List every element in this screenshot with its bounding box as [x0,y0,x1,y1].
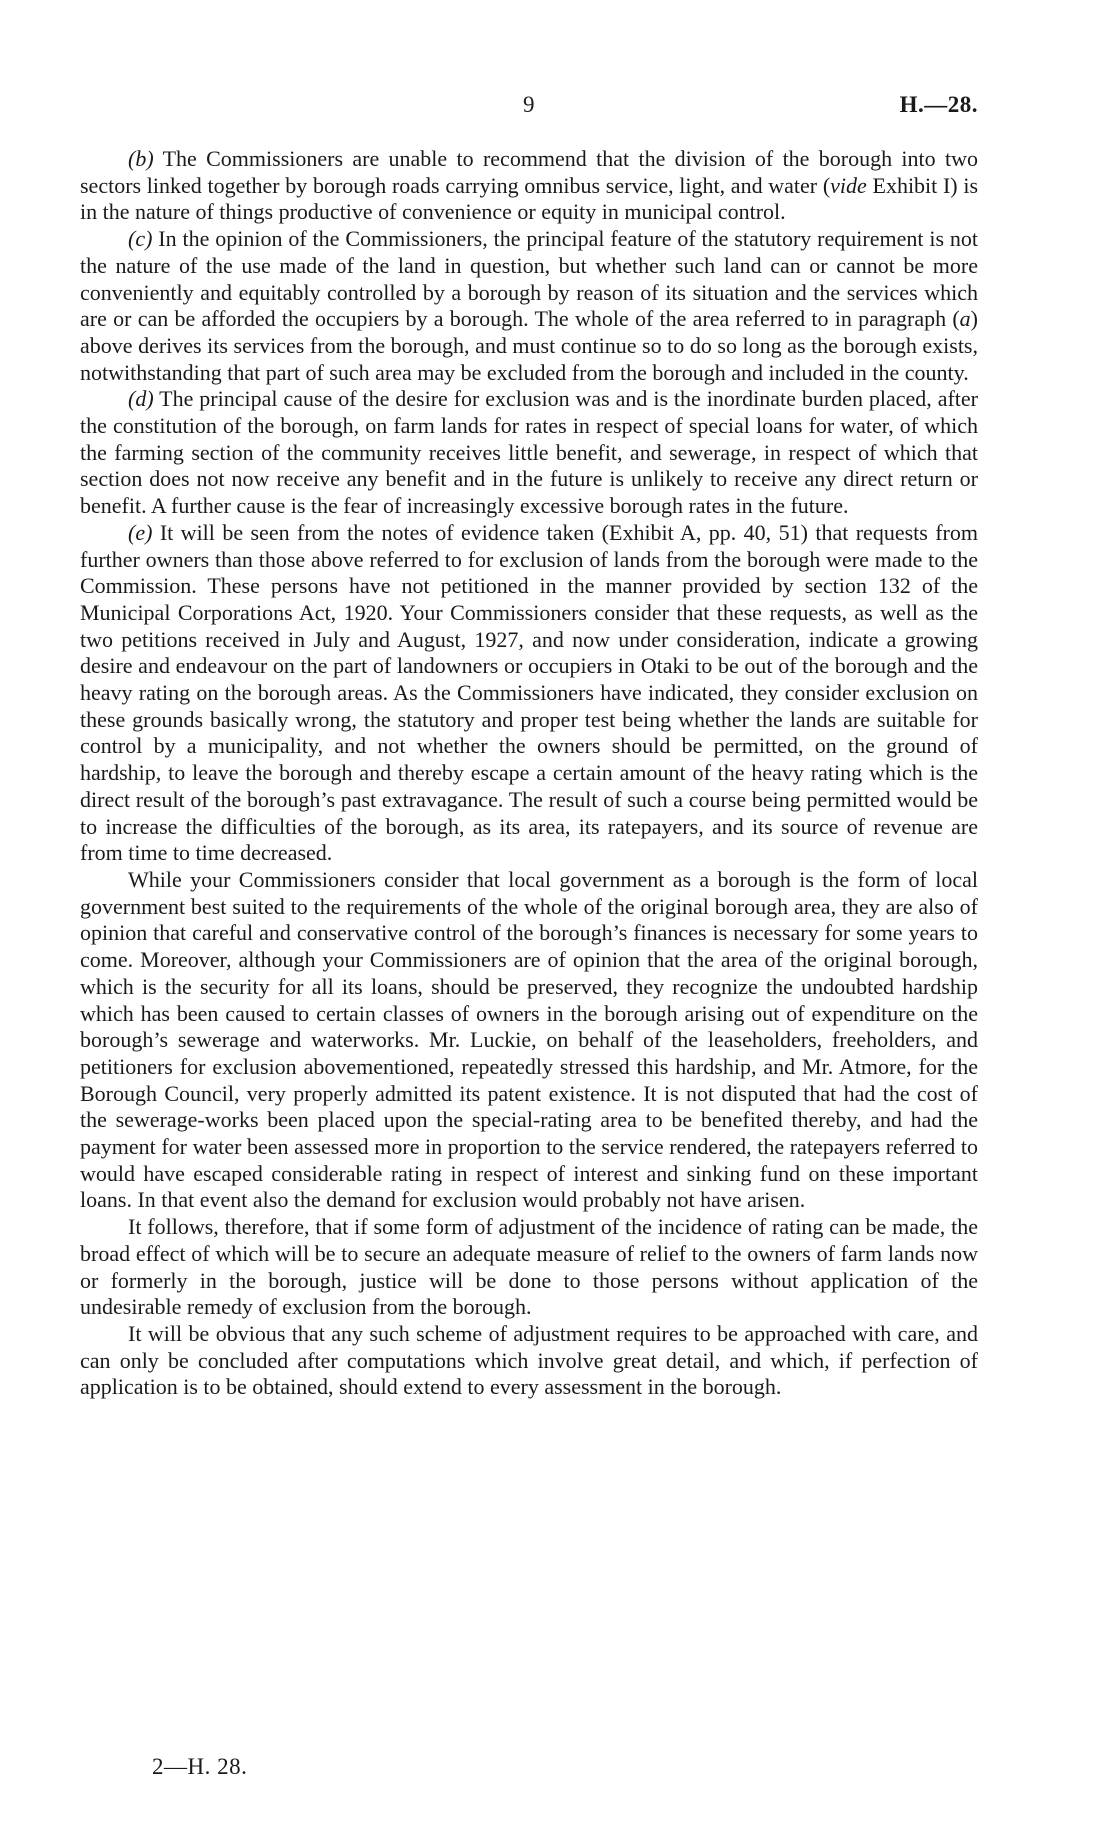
paragraph-c-text-1: In the opinion of the Commissioners, the principal feature of the statutory requirement is not the nature of the use made of the land in question, but whether such land can or cannot be more conveniently and equitably controlled by a borough by reason of its situation and the services which are or can be afforded the occupiers by a borough. The whole of the area referred to in paragraph ( [80,226,978,332]
paragraph-e [80,520,978,867]
paragraph-d-text: The principal cause of the desire for exclusion was and is the inordinate burden placed, after the constitution of the borough, on farm lands for rates in respect of special loans for water, of which the farming section of the community receives little benefit, and sewerage, in respect of which that section does not now receive any benefit and in the future is unlikely to receive any direct return or benefit. A further cause is the fear of increasingly excessive borough rates in the future. [80,386,978,519]
paragraph-d [80,386,978,520]
paragraph-c-italic: a [959,306,971,332]
paragraph-label-b: (b) [128,146,154,171]
paragraph-while: While your Commissioners consider that local government as a borough is the form of local government best suited to the requirements of the whole of the original borough area, they are also of opinion that careful and conservative control of the borough’s finances is necessary for some years to come. Moreover, although your Commissioners are of opinion that the area of the original borough, which is the security for all its loans, should be preserved, they recognize the undoubted hardship which has been caused to certain classes of owners in the borough arising out of expenditure on the borough’s sewerage and waterworks. Mr. Luckie, on behalf of the leaseholders, freeholders, and petitioners for exclusion abovementioned, repeatedly stressed this hardship, and Mr. Atmore, for the Borough Council, very properly admitted its patent existence. It is not disputed that had the cost of the sewerage-works been placed upon the special-rating area to be benefited thereby, and had the payment for water been assessed more in proportion to the service rendered, the ratepayers referred to would have escaped considerable rating in respect of interest and sinking fund on these important loans. In that event also the demand for exclusion would probably not have arisen. [80,866,978,1213]
page-number: 9 [523,92,535,117]
paragraph-follows: It follows, therefore, that if some form of adjustment of the incidence of rating can be made, the broad effect of which will be to secure an adequate measure of relief to the owners of farm lands now or formerly in the borough, justice will be done to those persons without application of the undesirable remedy of exclusion from the borough. [80,1214,978,1320]
paragraph-b-italic: vide [830,172,867,198]
page-header [80,92,978,132]
paragraph-c [80,226,978,386]
paragraph-c-text-2: ) above derives its services from the borough, and must continue so to do so long as the borough exists, notwithstanding that part of such area may be excluded from the borough and included in the county. [80,306,978,385]
paragraph-obvious: It will be obvious that any such scheme of adjustment requires to be approached with care, and can only be concluded after computations which involve great detail, and which, if perfection of application is to be obtained, should extend to every assessment in the borough. [80,1320,978,1400]
paragraph-label-e: (e) [128,519,153,545]
paragraph-e-text: It will be seen from the notes of evidence taken (Exhibit A, pp. 40, 51) that requests from further owners than those above referred to for exclusion of lands from the borough were made to the Commission. These persons have not petitioned in the manner provided by section 132 of the Municipal Corporations Act, 1920. Your Commissioners consider that these requests, as well as the two petitions received in July and August, 1927, and now under consideration, indicate a growing desire and endeavour on the part of landowners or occupiers in Otaki to be out of the borough and the heavy rating on the borough areas. As the Commissioners have indicated, they consider exclusion on these grounds basically wrong, the statutory and proper test being whether the lands are suitable for control by a municipality, and not whether the owners should be permitted, on the ground of hardship, to leave the borough and thereby escape a certain amount of the heavy rating which is the direct result of the borough’s past extravagance. The result of such a course being permitted would be to increase the difficulties of the borough, as its area, its ratepayers, and its source of revenue are from time to time decreased. [80,519,978,866]
paragraph-b-text-1: The Commissioners are unable to recommend that the division of the borough into two sectors linked together by borough roads carrying omnibus service, light, and water ( [80,146,978,198]
paragraph-b [80,146,978,226]
paragraph-b-text-2: Exhibit I) is in the nature of things productive of convenience or equity in municipal control. [80,172,979,225]
document-reference: H.—28. [899,92,978,117]
body-text [80,146,978,1401]
paragraph-label-d: (d) [128,386,154,412]
paragraph-label-c: (c) [128,226,153,252]
signature-mark: 2—H. 28. [152,1754,248,1779]
